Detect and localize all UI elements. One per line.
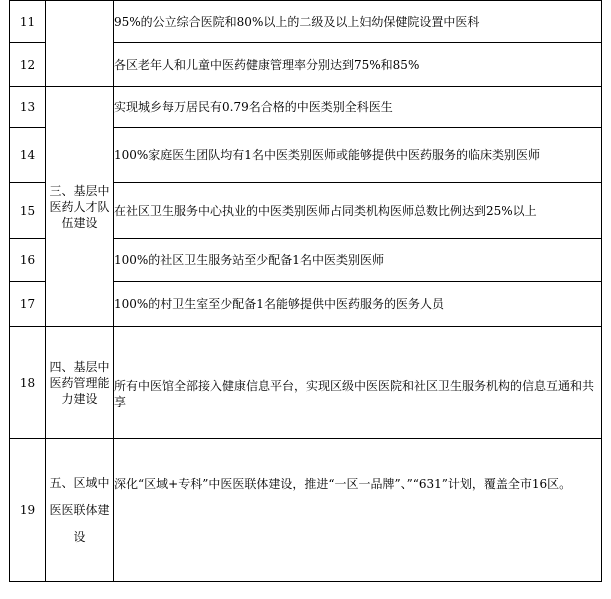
row-number: 19 xyxy=(10,439,46,582)
category-alliance: 五、区域中医医联体建设 xyxy=(46,439,114,582)
indicator-table xyxy=(9,0,602,582)
category-cell-blank xyxy=(46,1,114,87)
table-row xyxy=(10,87,602,128)
row-content: 所有中医馆全部接入健康信息平台，实现区级中医医院和社区卫生服务机构的信息互通和共享 xyxy=(114,327,602,439)
row-content: 100%家庭医生团队均有1名中医类别医师或能够提供中医药服务的临床类别医师 xyxy=(114,128,602,183)
row-content: 在社区卫生服务中心执业的中医类别医师占同类机构医师总数比例达到25%以上 xyxy=(114,183,602,239)
row-content: 100%的村卫生室至少配备1名能够提供中医药服务的医务人员 xyxy=(114,282,602,327)
row-content: 深化“区域+专科”中医医联体建设，推进“一区一品牌”、”“631”计划，覆盖全市16区。 xyxy=(114,439,602,582)
row-content: 各区老年人和儿童中医药健康管理率分别达到75%和85% xyxy=(114,43,602,87)
row-number: 18 xyxy=(10,327,46,439)
row-content: 实现城乡每万居民有0.79名合格的中医类别全科医生 xyxy=(114,87,602,128)
row-content: 100%的社区卫生服务站至少配备1名中医类别医师 xyxy=(114,239,602,282)
table-row xyxy=(10,327,602,439)
row-number: 15 xyxy=(10,183,46,239)
row-number: 12 xyxy=(10,43,46,87)
row-number: 11 xyxy=(10,1,46,43)
category-talent: 三、基层中医药人才队伍建设 xyxy=(46,87,114,327)
category-management: 四、基层中医药管理能力建设 xyxy=(46,327,114,439)
row-number: 16 xyxy=(10,239,46,282)
table-row xyxy=(10,1,602,43)
table-row xyxy=(10,439,602,582)
row-number: 13 xyxy=(10,87,46,128)
row-number: 17 xyxy=(10,282,46,327)
row-number: 14 xyxy=(10,128,46,183)
row-content: 95%的公立综合医院和80%以上的二级及以上妇幼保健院设置中医科 xyxy=(114,1,602,43)
